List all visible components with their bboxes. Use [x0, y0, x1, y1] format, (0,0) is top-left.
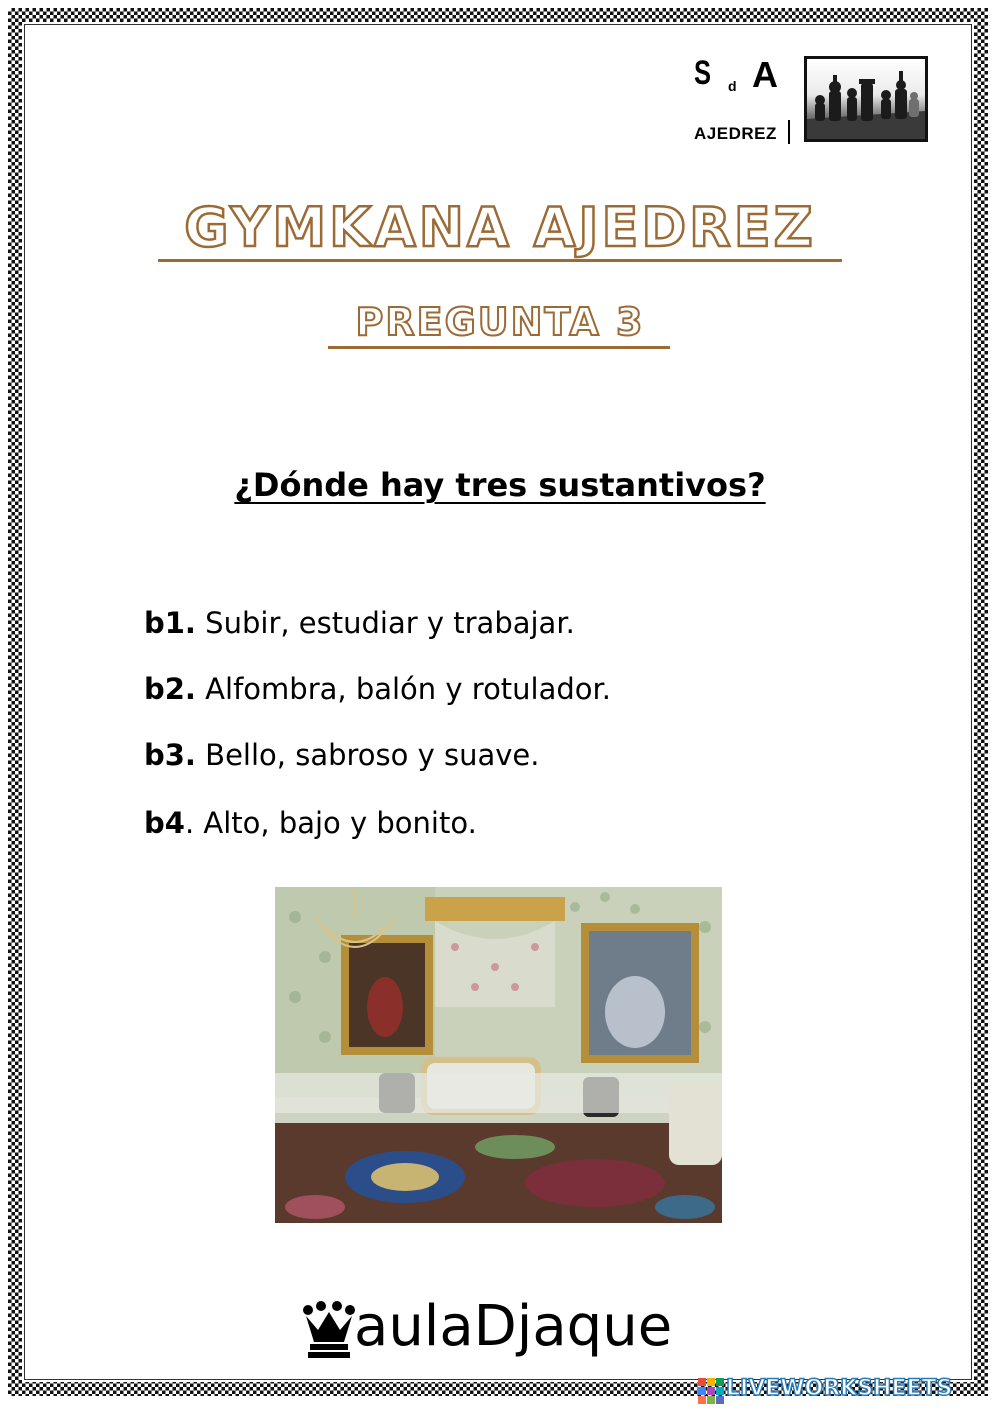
question-text: [0, 466, 1000, 504]
title-underline: [158, 259, 842, 262]
bedroom-photo: [275, 887, 722, 1223]
question-label: ¿Dónde hay tres sustantivos?: [234, 466, 766, 504]
answer-text: Subir, estudiar y trabajar.: [195, 606, 575, 640]
watermark-text: LIVEWORKSHEETS: [726, 1376, 953, 1401]
logo-letter-d: d: [728, 78, 737, 94]
answer-text: . Alto, bajo y bonito.: [184, 806, 477, 840]
question-number-underline: [328, 346, 670, 349]
answer-option-b3[interactable]: [144, 738, 539, 772]
answer-option-b2[interactable]: [144, 672, 611, 706]
auladjaque-logo: [300, 1290, 692, 1366]
answer-key: b4: [144, 806, 185, 840]
logo-subtitle: AJEDREZ: [694, 124, 777, 143]
answer-key: b3.: [144, 738, 196, 772]
question-number: PREGUNTA 3: [355, 300, 645, 344]
answer-option-b1[interactable]: [144, 606, 575, 640]
liveworksheets-watermark: [698, 1374, 998, 1408]
answer-option-b4[interactable]: [144, 806, 477, 840]
liveworksheets-icon: [698, 1378, 724, 1404]
answer-text: Alfombra, balón y rotulador.: [195, 672, 612, 706]
chess-pieces-icon: [807, 59, 925, 139]
answer-key: b1.: [144, 606, 196, 640]
chess-pieces-image: [804, 56, 928, 142]
bedroom-illustration: [275, 887, 722, 1223]
page-title: GYMKANA AJEDREZ: [184, 196, 816, 259]
answer-text: Bello, sabroso y suave.: [195, 738, 540, 772]
brand-name: aulaDjaque: [354, 1294, 673, 1359]
logo-letter-a: A: [752, 54, 778, 95]
logo-letter-s: S: [694, 54, 711, 92]
answer-key: b2.: [144, 672, 196, 706]
logo-divider: [788, 120, 790, 144]
crown-icon: [302, 1300, 356, 1360]
